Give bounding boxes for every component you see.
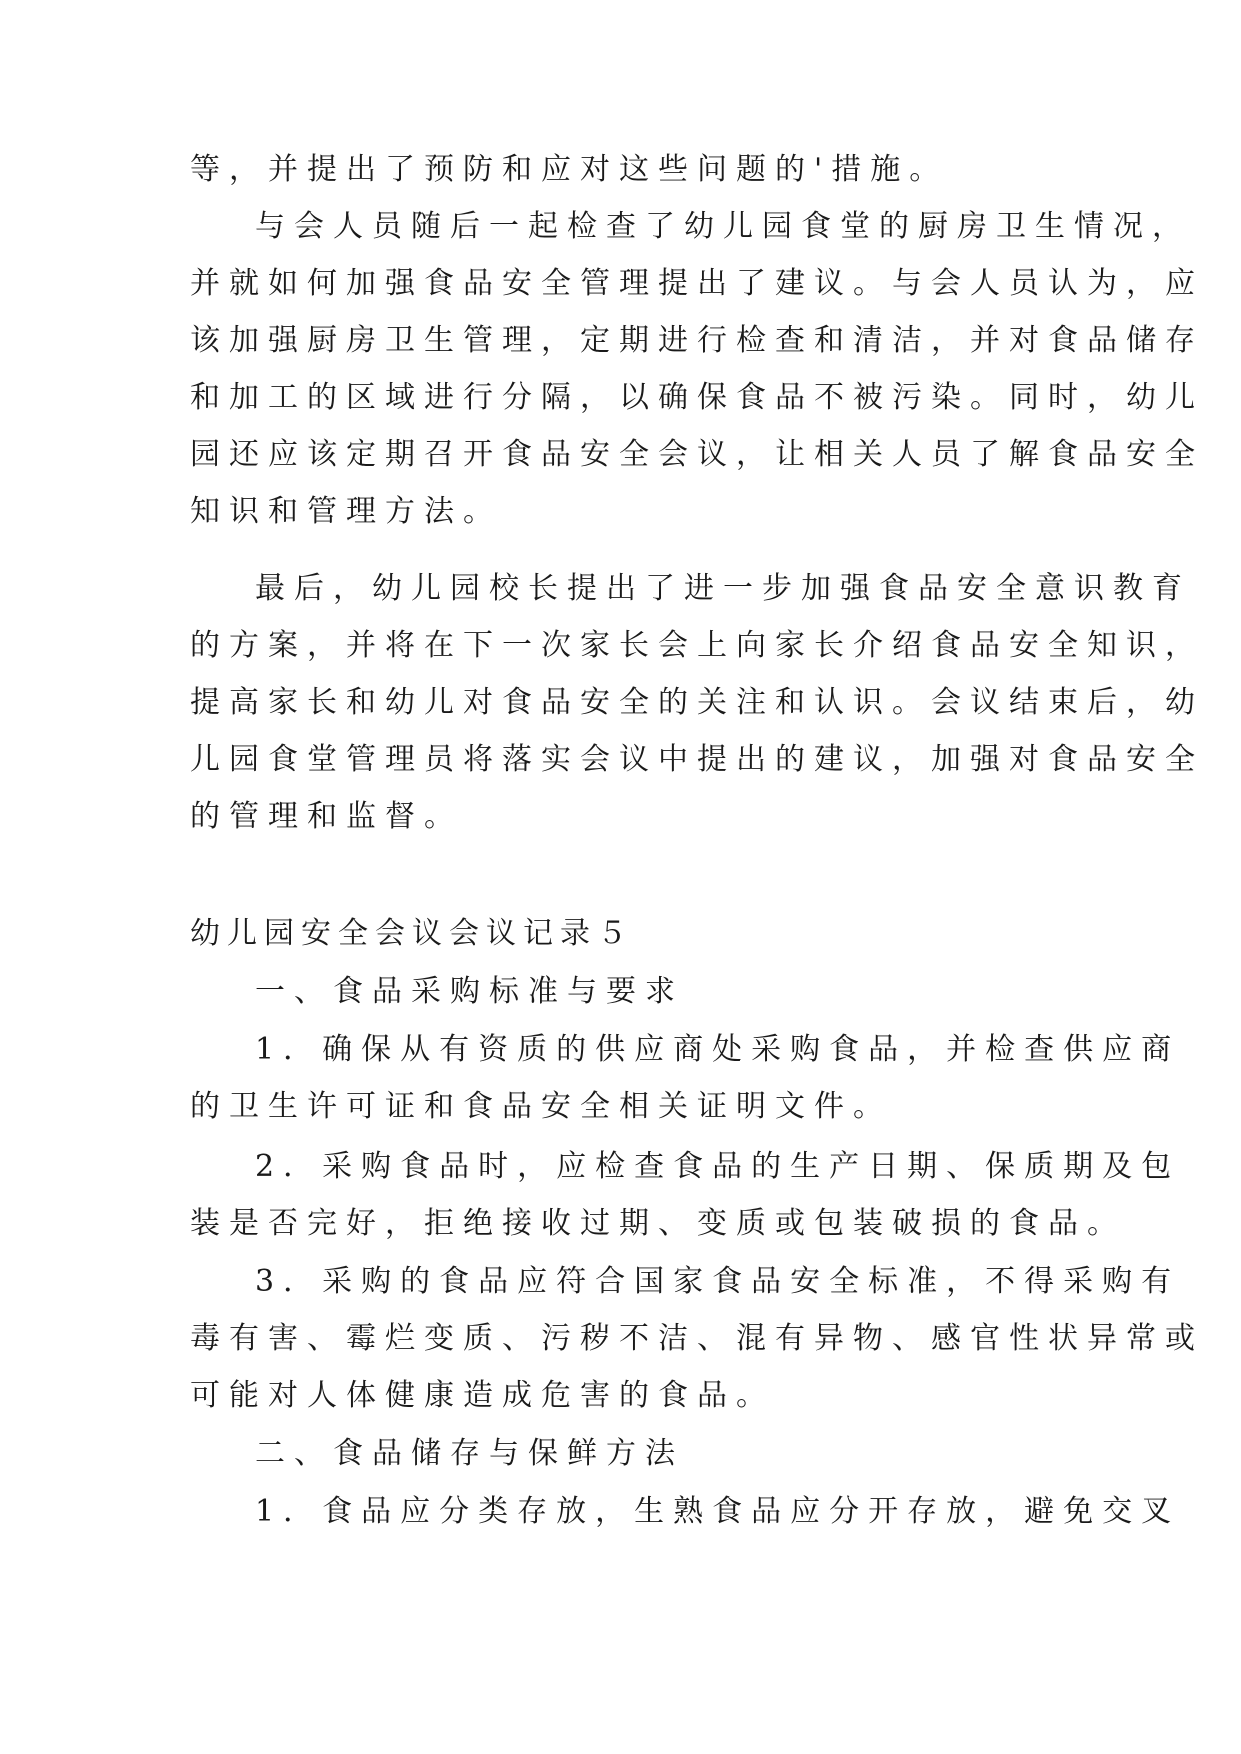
list-item-line: 2．采购食品时，应检查食品的生产日期、保质期及包 bbox=[255, 1149, 1181, 1184]
paragraph-first-line: 最后，幼儿园校长提出了进一步加强食品安全意识教育 bbox=[255, 571, 1191, 606]
text-line: 提高家长和幼儿对食品安全的关注和认识。会议结束后，幼 bbox=[190, 685, 1204, 720]
text-line: 的卫生许可证和食品安全相关证明文件。 bbox=[190, 1089, 892, 1124]
text-line: 毒有害、霉烂变质、污秽不洁、混有异物、感官性状异常或 bbox=[190, 1321, 1204, 1356]
text-line: 等，并提出了预防和应对这些问题的'措施。 bbox=[190, 152, 949, 187]
list-item-line: 3．采购的食品应符合国家食品安全标准，不得采购有 bbox=[255, 1264, 1181, 1299]
text-line: 知识和管理方法。 bbox=[190, 494, 502, 529]
heading-line: 二、食品储存与保鲜方法 bbox=[255, 1436, 684, 1471]
list-item-line: 1．确保从有资质的供应商处采购食品，并检查供应商 bbox=[255, 1032, 1181, 1067]
text-line: 园还应该定期召开食品安全会议，让相关人员了解食品安全 bbox=[190, 437, 1204, 472]
heading-line: 一、食品采购标准与要求 bbox=[255, 974, 684, 1009]
paragraph-first-line: 与会人员随后一起检查了幼儿园食堂的厨房卫生情况， bbox=[255, 209, 1191, 244]
text-line: 儿园食堂管理员将落实会议中提出的建议，加强对食品安全 bbox=[190, 742, 1204, 777]
text-line: 该加强厨房卫生管理，定期进行检查和清洁，并对食品储存 bbox=[190, 323, 1204, 358]
text-line: 可能对人体健康造成危害的食品。 bbox=[190, 1378, 775, 1413]
text-line: 的方案，并将在下一次家长会上向家长介绍食品安全知识， bbox=[190, 628, 1204, 663]
text-line: 装是否完好，拒绝接收过期、变质或包装破损的食品。 bbox=[190, 1206, 1126, 1241]
section-title: 幼儿园安全会议会议记录５ bbox=[190, 916, 634, 951]
list-item-line: 1．食品应分类存放，生熟食品应分开存放，避免交叉 bbox=[255, 1494, 1181, 1529]
text-line: 的管理和监督。 bbox=[190, 799, 463, 834]
text-line: 和加工的区域进行分隔，以确保食品不被污染。同时，幼儿 bbox=[190, 380, 1204, 415]
text-line: 并就如何加强食品安全管理提出了建议。与会人员认为，应 bbox=[190, 266, 1204, 301]
